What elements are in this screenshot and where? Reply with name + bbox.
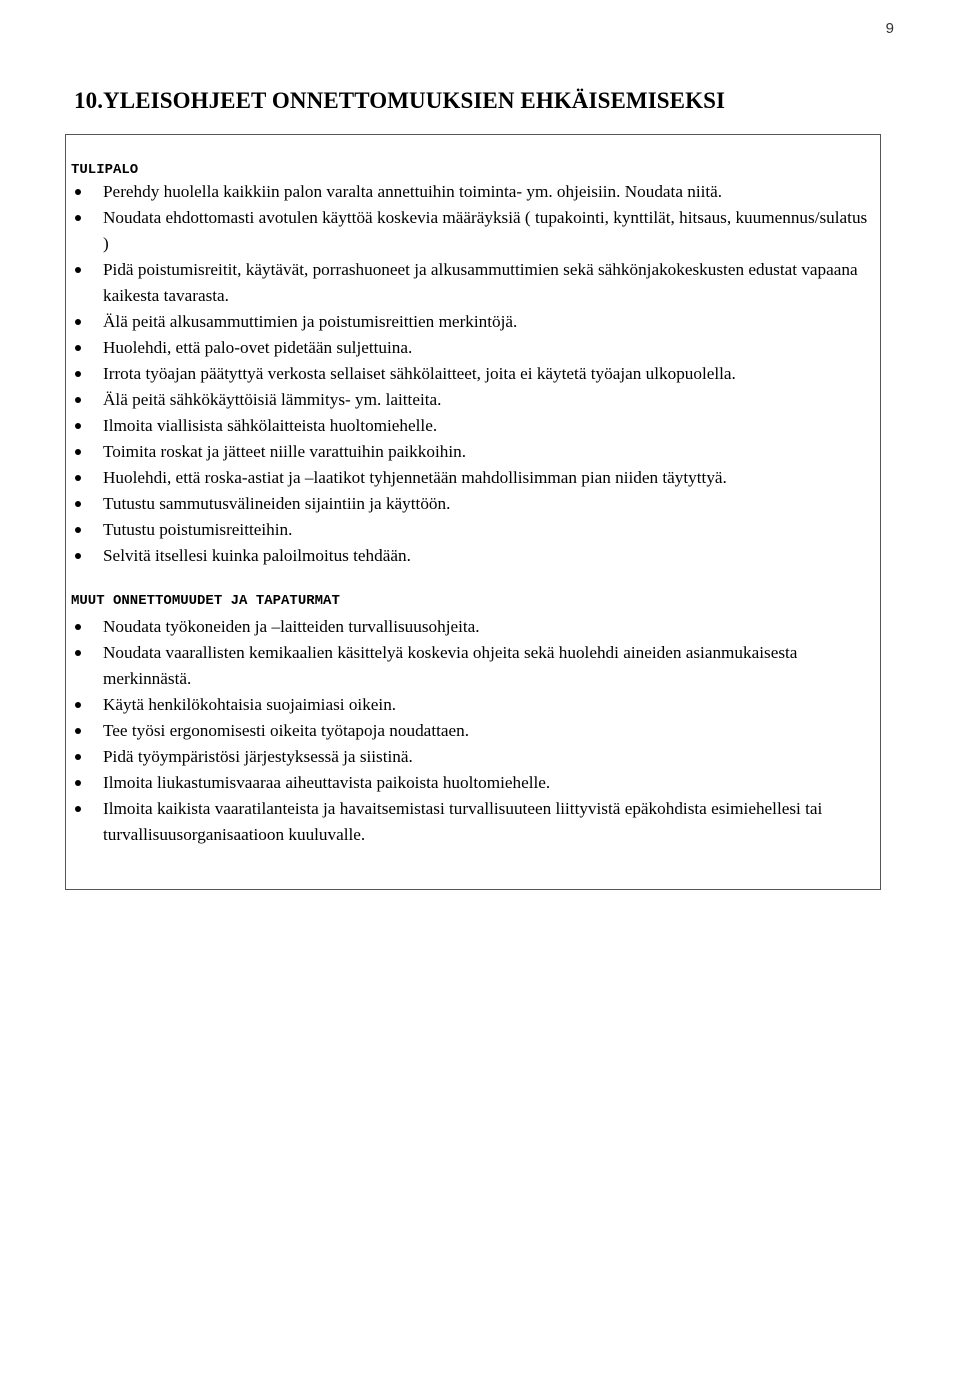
list-item: Toimita roskat ja jätteet niille varattuihin paikkoihin. — [72, 439, 872, 465]
bullet-icon — [75, 501, 81, 507]
list-item: Huolehdi, että roska-astiat ja –laatikot tyhjennetään mahdollisimman pian niiden täytyttyä. — [72, 465, 872, 491]
section-title-other-accidents: MUUT ONNETTOMUUDET JA TAPATURMAT — [71, 593, 340, 609]
bullet-icon — [75, 702, 81, 708]
bullet-icon — [75, 728, 81, 734]
bullet-icon — [75, 527, 81, 533]
bullet-icon — [75, 449, 81, 455]
list-item: Tutustu sammutusvälineiden sijaintiin ja käyttöön. — [72, 491, 872, 517]
list-item: Perehdy huolella kaikkiin palon varalta annettuihin toiminta- ym. ohjeisiin. Noudata niitä. — [72, 179, 872, 205]
list-item: Ilmoita liukastumisvaaraa aiheuttavista paikoista huoltomiehelle. — [72, 770, 872, 796]
list-item: Älä peitä sähkökäyttöisiä lämmitys- ym. laitteita. — [72, 387, 872, 413]
list-item: Noudata vaarallisten kemikaalien käsittelyä koskevia ohjeita sekä huolehdi aineiden asianmukaisesta merkinnästä. — [72, 640, 872, 692]
page-title: 10.YLEISOHJEET ONNETTOMUUKSIEN EHKÄISEMISEKSI — [74, 88, 726, 113]
bullet-icon — [75, 397, 81, 403]
bullet-icon — [75, 319, 81, 325]
bullet-icon — [75, 189, 81, 195]
bullet-icon — [75, 624, 81, 630]
section-title-fire: TULIPALO — [71, 162, 139, 178]
list-item: Ilmoita viallisista sähkölaitteista huoltomiehelle. — [72, 413, 872, 439]
bullet-icon — [75, 650, 81, 656]
bullet-icon — [75, 371, 81, 377]
list-item: Pidä työympäristösi järjestyksessä ja siistinä. — [72, 744, 872, 770]
list-item: Tutustu poistumisreitteihin. — [72, 517, 872, 543]
list-item: Älä peitä alkusammuttimien ja poistumisreittien merkintöjä. — [72, 309, 872, 335]
list-item: Pidä poistumisreitit, käytävät, porrashuoneet ja alkusammuttimien sekä sähkönjakokeskusten edustat vapaana kaikesta tavarasta. — [72, 257, 872, 309]
list-item: Irrota työajan päätyttyä verkosta sellaiset sähkölaitteet, joita ei käytetä työajan ulkopuolella. — [72, 361, 872, 387]
bullet-icon — [75, 345, 81, 351]
bullet-icon — [75, 553, 81, 559]
bullet-icon — [75, 215, 81, 221]
list-item: Selvitä itsellesi kuinka paloilmoitus tehdään. — [72, 543, 872, 569]
bullet-icon — [75, 423, 81, 429]
bullet-icon — [75, 754, 81, 760]
accident-instructions-list — [72, 614, 872, 848]
page-number: 9 — [885, 20, 894, 37]
bullet-icon — [75, 780, 81, 786]
list-item: Noudata ehdottomasti avotulen käyttöä koskevia määräyksiä ( tupakointi, kynttilät, hitsaus, kuumennus/sulatus ) — [72, 205, 872, 257]
bullet-icon — [75, 806, 81, 812]
list-item: Tee työsi ergonomisesti oikeita työtapoja noudattaen. — [72, 718, 872, 744]
list-item: Huolehdi, että palo-ovet pidetään suljettuina. — [72, 335, 872, 361]
list-item: Noudata työkoneiden ja –laitteiden turvallisuusohjeita. — [72, 614, 872, 640]
list-item: Käytä henkilökohtaisia suojaimiasi oikein. — [72, 692, 872, 718]
fire-instructions-list — [72, 179, 872, 569]
bullet-icon — [75, 267, 81, 273]
bullet-icon — [75, 475, 81, 481]
list-item: Ilmoita kaikista vaaratilanteista ja havaitsemistasi turvallisuuteen liittyvistä epäkohdista esimiehellesi tai turvallisuusorganisaatioon kuuluvalle. — [72, 796, 872, 848]
